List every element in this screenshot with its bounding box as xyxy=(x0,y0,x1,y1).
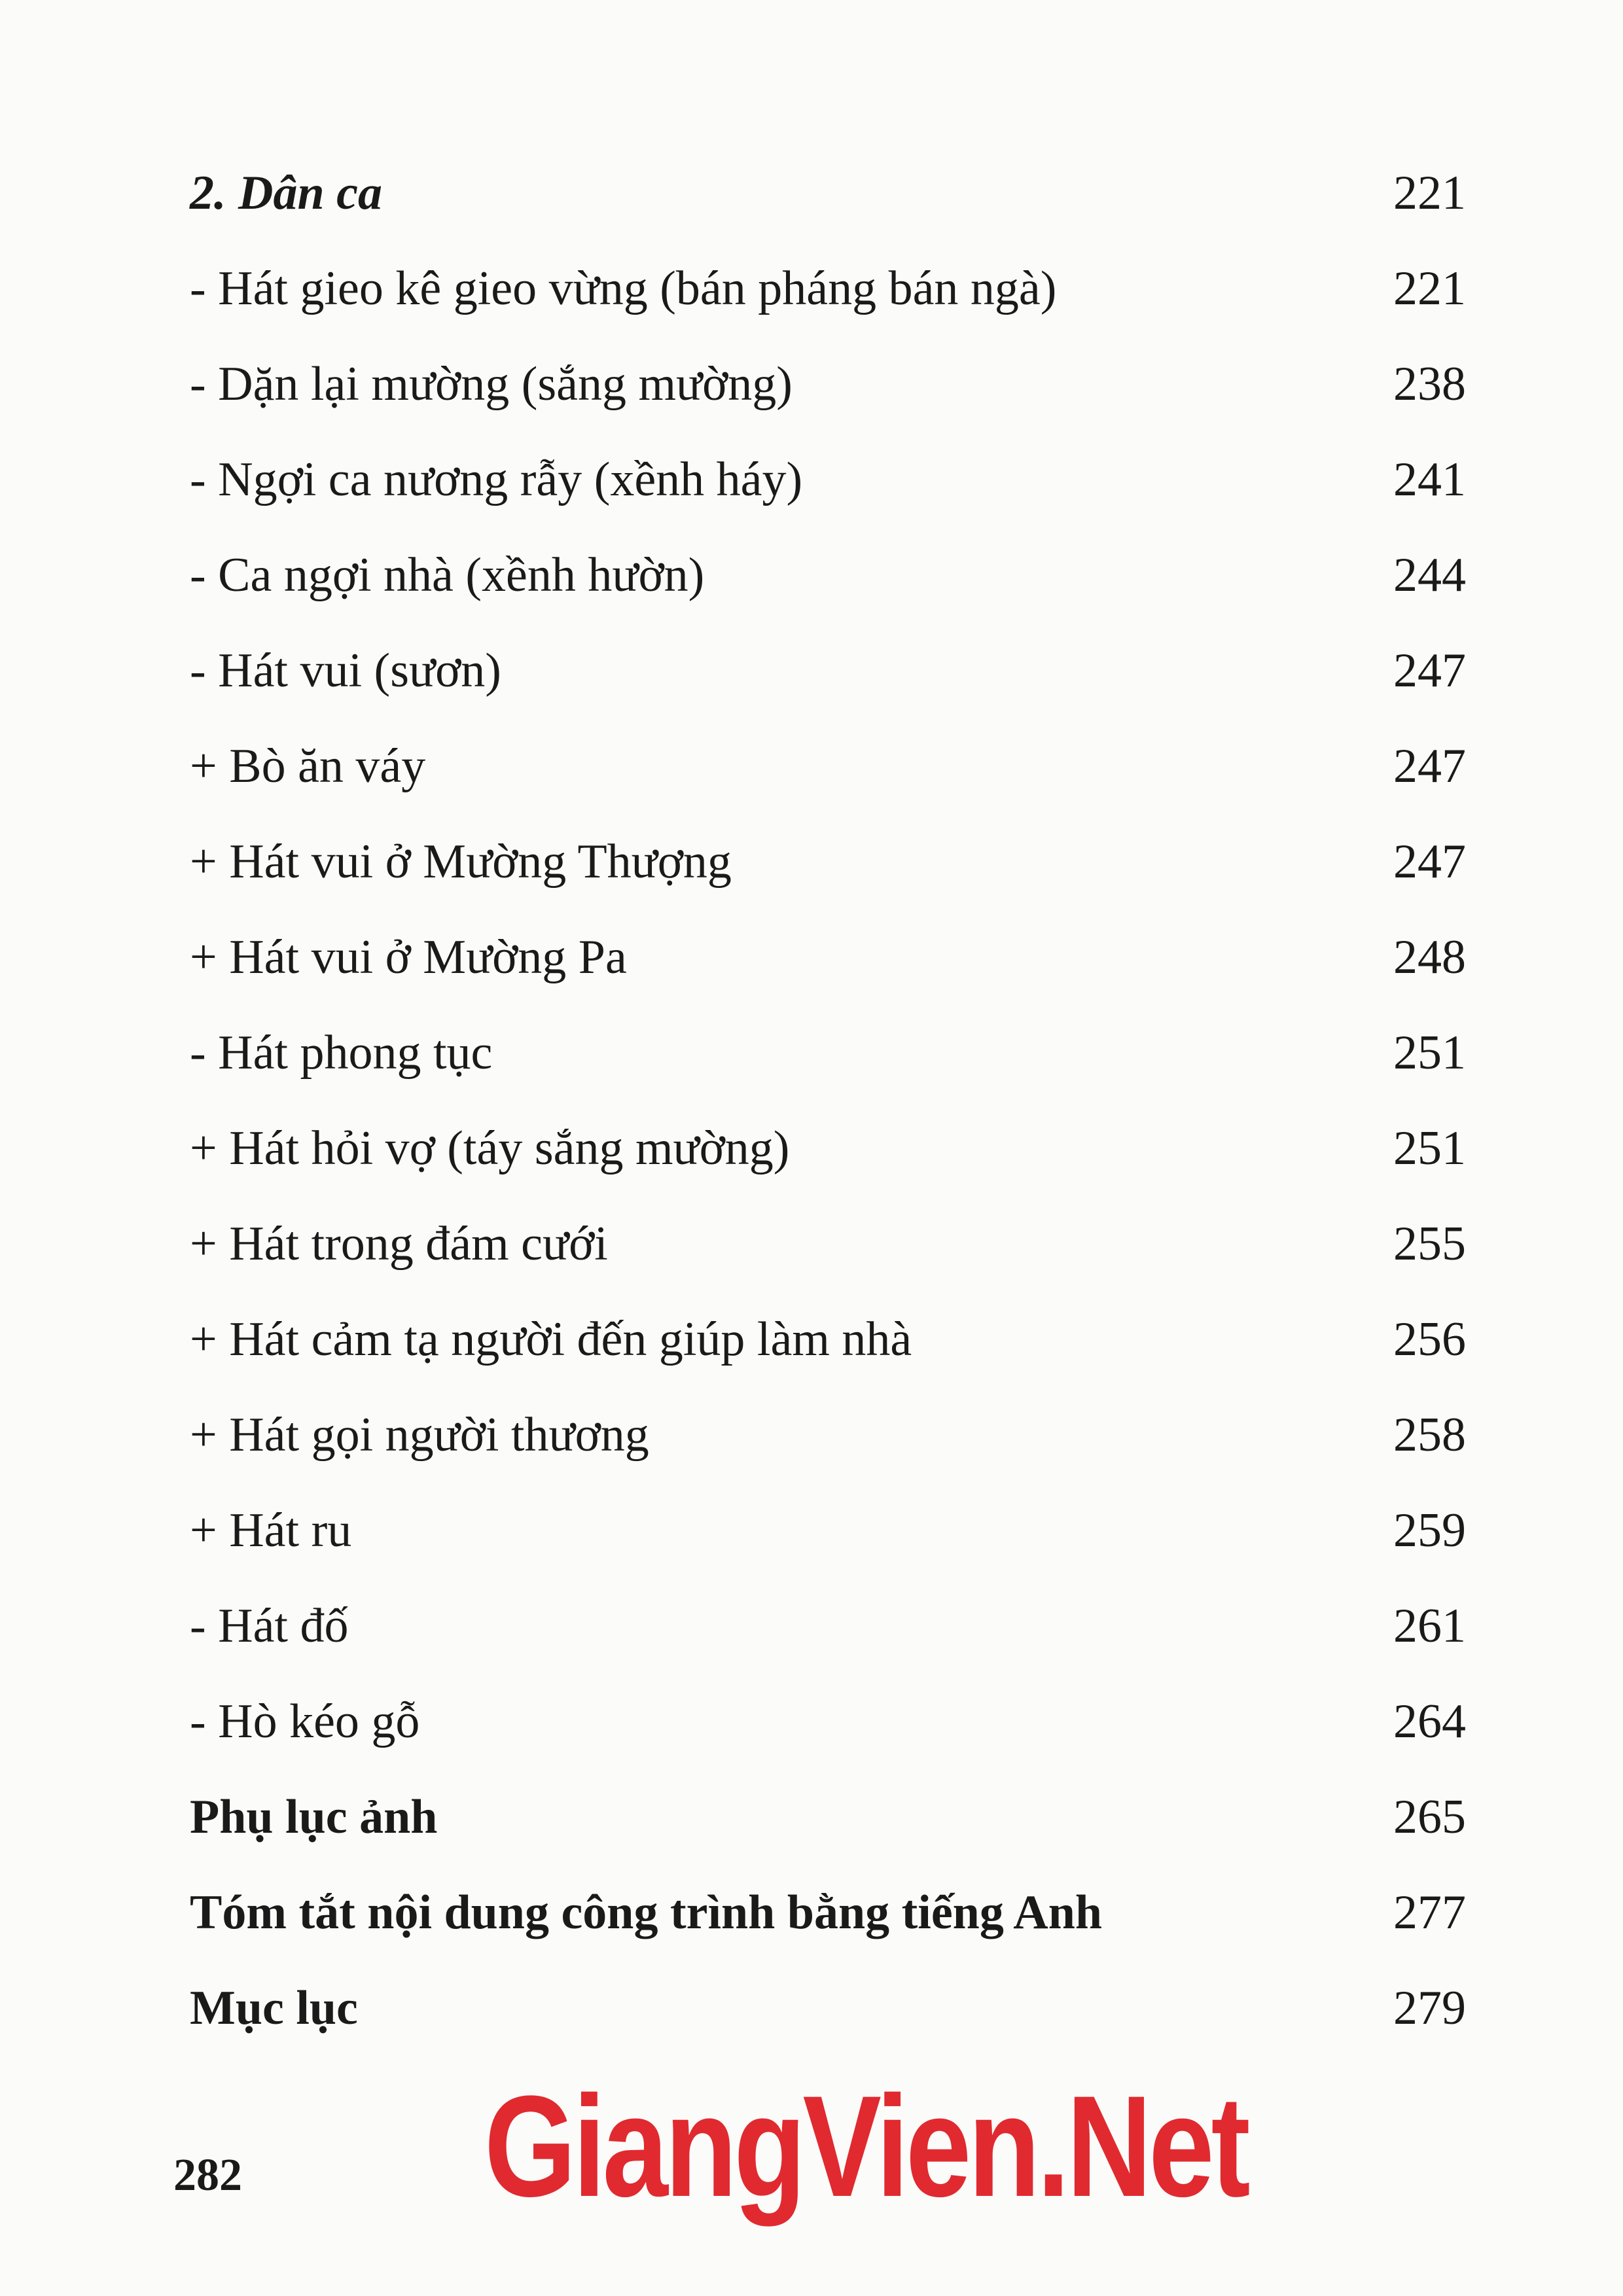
toc-entry-title: - Hát đố xyxy=(190,1599,349,1653)
toc-entry-title: + Hát vui ở Mường Pa xyxy=(190,930,627,984)
toc-entry xyxy=(190,733,1466,812)
toc-entry-page: 265 xyxy=(1393,1790,1466,1844)
toc-entry xyxy=(190,1689,1466,1767)
toc-entry-page: 221 xyxy=(1393,262,1466,315)
toc-entry xyxy=(190,1880,1466,1958)
toc-entry-page: 248 xyxy=(1393,930,1466,984)
toc-entry-page: 261 xyxy=(1393,1599,1466,1653)
toc-entry xyxy=(190,1593,1466,1672)
toc-entry-page: 258 xyxy=(1393,1408,1466,1462)
toc-entry-page: 264 xyxy=(1393,1695,1466,1748)
toc-entry-title: - Ca ngợi nhà (xềnh hườn) xyxy=(190,548,705,602)
toc-entry-title: - Ngợi ca nương rẫy (xềnh háy) xyxy=(190,453,803,506)
toc-entry-page: 238 xyxy=(1393,357,1466,411)
toc-entry-title: - Hát gieo kê gieo vừng (bán pháng bán ngà) xyxy=(190,262,1057,315)
toc-entry xyxy=(190,160,1466,239)
toc-entry-page: 241 xyxy=(1393,453,1466,506)
toc-entry xyxy=(190,447,1466,525)
toc-entry-title: - Dặn lại mường (sắng mường) xyxy=(190,357,793,411)
toc-entry-page: 277 xyxy=(1393,1886,1466,1939)
toc-entry-title: + Hát cảm tạ người đến giúp làm nhà xyxy=(190,1313,912,1366)
toc-entry-title: 2. Dân ca xyxy=(190,166,382,220)
toc-entry-title: + Hát gọi người thương xyxy=(190,1408,649,1462)
toc-entry-page: 221 xyxy=(1393,166,1466,220)
toc-entry-page: 251 xyxy=(1393,1026,1466,1080)
toc-entry xyxy=(190,638,1466,716)
toc-entry-title: + Hát trong đám cưới xyxy=(190,1217,608,1271)
toc-entry-page: 279 xyxy=(1393,1981,1466,2035)
toc-entry xyxy=(190,829,1466,908)
toc-entry-page: 251 xyxy=(1393,1122,1466,1175)
toc-entry-title: + Hát ru xyxy=(190,1504,352,1557)
toc-entry xyxy=(190,542,1466,621)
toc-entry xyxy=(190,1975,1466,2054)
toc-entry-title: - Hát phong tục xyxy=(190,1026,493,1080)
toc-entry-title: Mục lục xyxy=(190,1981,358,2035)
toc-entry xyxy=(190,925,1466,1003)
toc-entry-title: Phụ lục ảnh xyxy=(190,1790,438,1844)
toc-entry-title: Tóm tắt nội dung công trình bằng tiếng Anh xyxy=(190,1886,1103,1939)
toc-entry xyxy=(190,1211,1466,1290)
toc-entry xyxy=(190,1307,1466,1385)
toc-entry-title: + Bò ăn váy xyxy=(190,739,426,793)
toc-entry-page: 259 xyxy=(1393,1504,1466,1557)
toc-entry-title: + Hát vui ở Mường Thượng xyxy=(190,835,732,889)
toc-entry-page: 255 xyxy=(1393,1217,1466,1271)
toc-entry xyxy=(190,1402,1466,1481)
toc-entry xyxy=(190,1498,1466,1576)
toc-entry-title: - Hò kéo gỗ xyxy=(190,1695,420,1748)
toc-entry-title: - Hát vui (sươn) xyxy=(190,644,501,698)
toc-entry-page: 244 xyxy=(1393,548,1466,602)
toc-entry-page: 256 xyxy=(1393,1313,1466,1366)
page-number: 282 xyxy=(173,2150,242,2200)
toc-entry-page: 247 xyxy=(1393,739,1466,793)
toc-entry xyxy=(190,1020,1466,1099)
toc-entry-page: 247 xyxy=(1393,835,1466,889)
toc-entry-title: + Hát hỏi vợ (táy sắng mường) xyxy=(190,1122,790,1175)
watermark: GiangVien.Net xyxy=(484,2066,1247,2227)
toc-entry xyxy=(190,1116,1466,1194)
toc-entry-page: 247 xyxy=(1393,644,1466,698)
toc-entry xyxy=(190,351,1466,430)
toc-entry xyxy=(190,256,1466,334)
toc-entry xyxy=(190,1784,1466,1863)
